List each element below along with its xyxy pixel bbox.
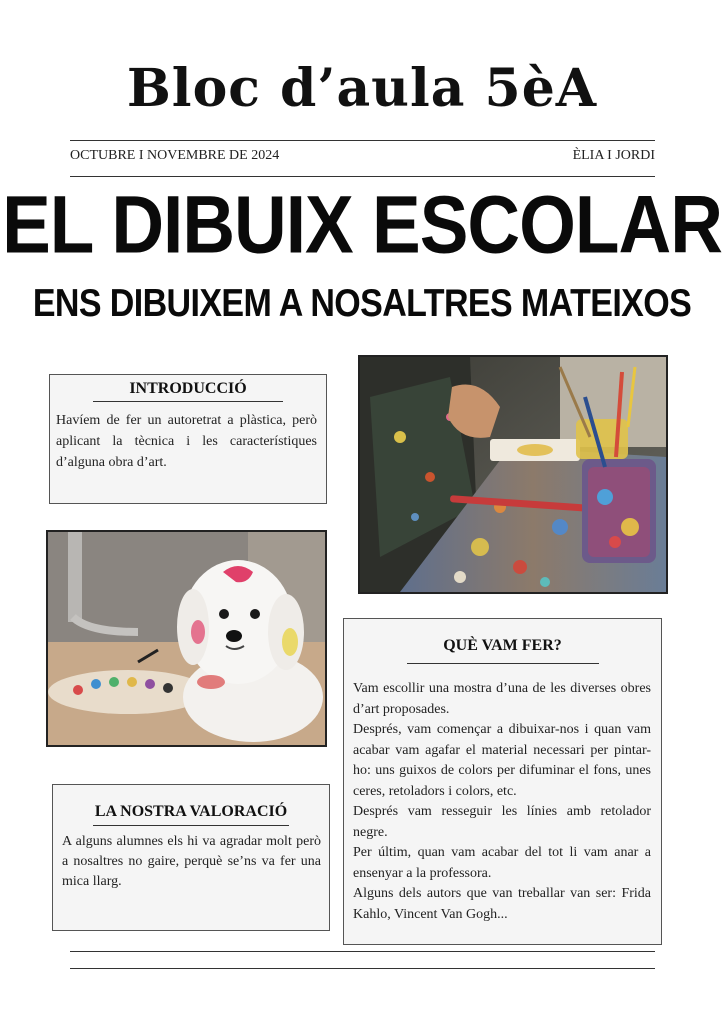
- rating-title: LA NOSTRA VALORACIÓ: [94, 803, 288, 820]
- headline: EL DIBUIX ESCOLAR: [2, 179, 722, 271]
- bottom-rule-2: [70, 968, 655, 969]
- intro-title: INTRODUCCIÓ: [129, 380, 247, 397]
- what-text: [344, 664, 661, 925]
- top-rule: [70, 140, 655, 141]
- what-paragraph: Vam escollir una mostra d’una de les diverses obres d’art proposades.: [353, 681, 651, 717]
- masthead: Bloc d’aula 5èA: [126, 58, 598, 119]
- intro-text: Havíem de fer un autoretrat a plàstica, però aplicant la tècnica i les característiques d’alguna obra d’art.: [56, 413, 317, 470]
- painted-dog-photo: [46, 530, 327, 747]
- subheadline: ENS DIBUIXEM A NOSALTRES MATEIXOS: [32, 281, 692, 326]
- rating-box: [52, 784, 330, 931]
- rating-text: A alguns alumnes els hi va agradar molt però a nosaltres no gaire, perquè se’ns va fer una mica llarg.: [62, 834, 321, 889]
- issue-date: OCTUBRE I NOVEMBRE DE 2024: [70, 148, 280, 163]
- bottom-rule-1: [70, 951, 655, 952]
- painted-dog-photo-illustration: [48, 532, 325, 745]
- paint-table-photo: [358, 355, 668, 594]
- what-paragraph: Després, vam començar a dibuixar-nos i quan vam acabar vam agafar el material necessari per pintar-ho: uns guixos de colors per difuminar el fons, unes ceres, retoladors i colors, etc.: [353, 722, 651, 799]
- what-paragraph: Per últim, quan vam acabar del tot li vam anar a ensenyar a la professora.: [353, 845, 651, 881]
- paint-table-photo-illustration: [360, 357, 666, 592]
- dateline-rule: [70, 176, 655, 177]
- what-paragraph: Després vam resseguir les línies amb retolador negre.: [353, 804, 651, 840]
- intro-box: [49, 374, 327, 504]
- what-we-did-box: [343, 618, 662, 945]
- authors: ÈLIA I JORDI: [572, 148, 655, 163]
- what-title: QUÈ VAM FER?: [443, 637, 562, 654]
- what-paragraph: Alguns dels autors que van treballar van ser: Frida Kahlo, Vincent Van Gogh...: [353, 886, 651, 922]
- dateline: [70, 148, 655, 164]
